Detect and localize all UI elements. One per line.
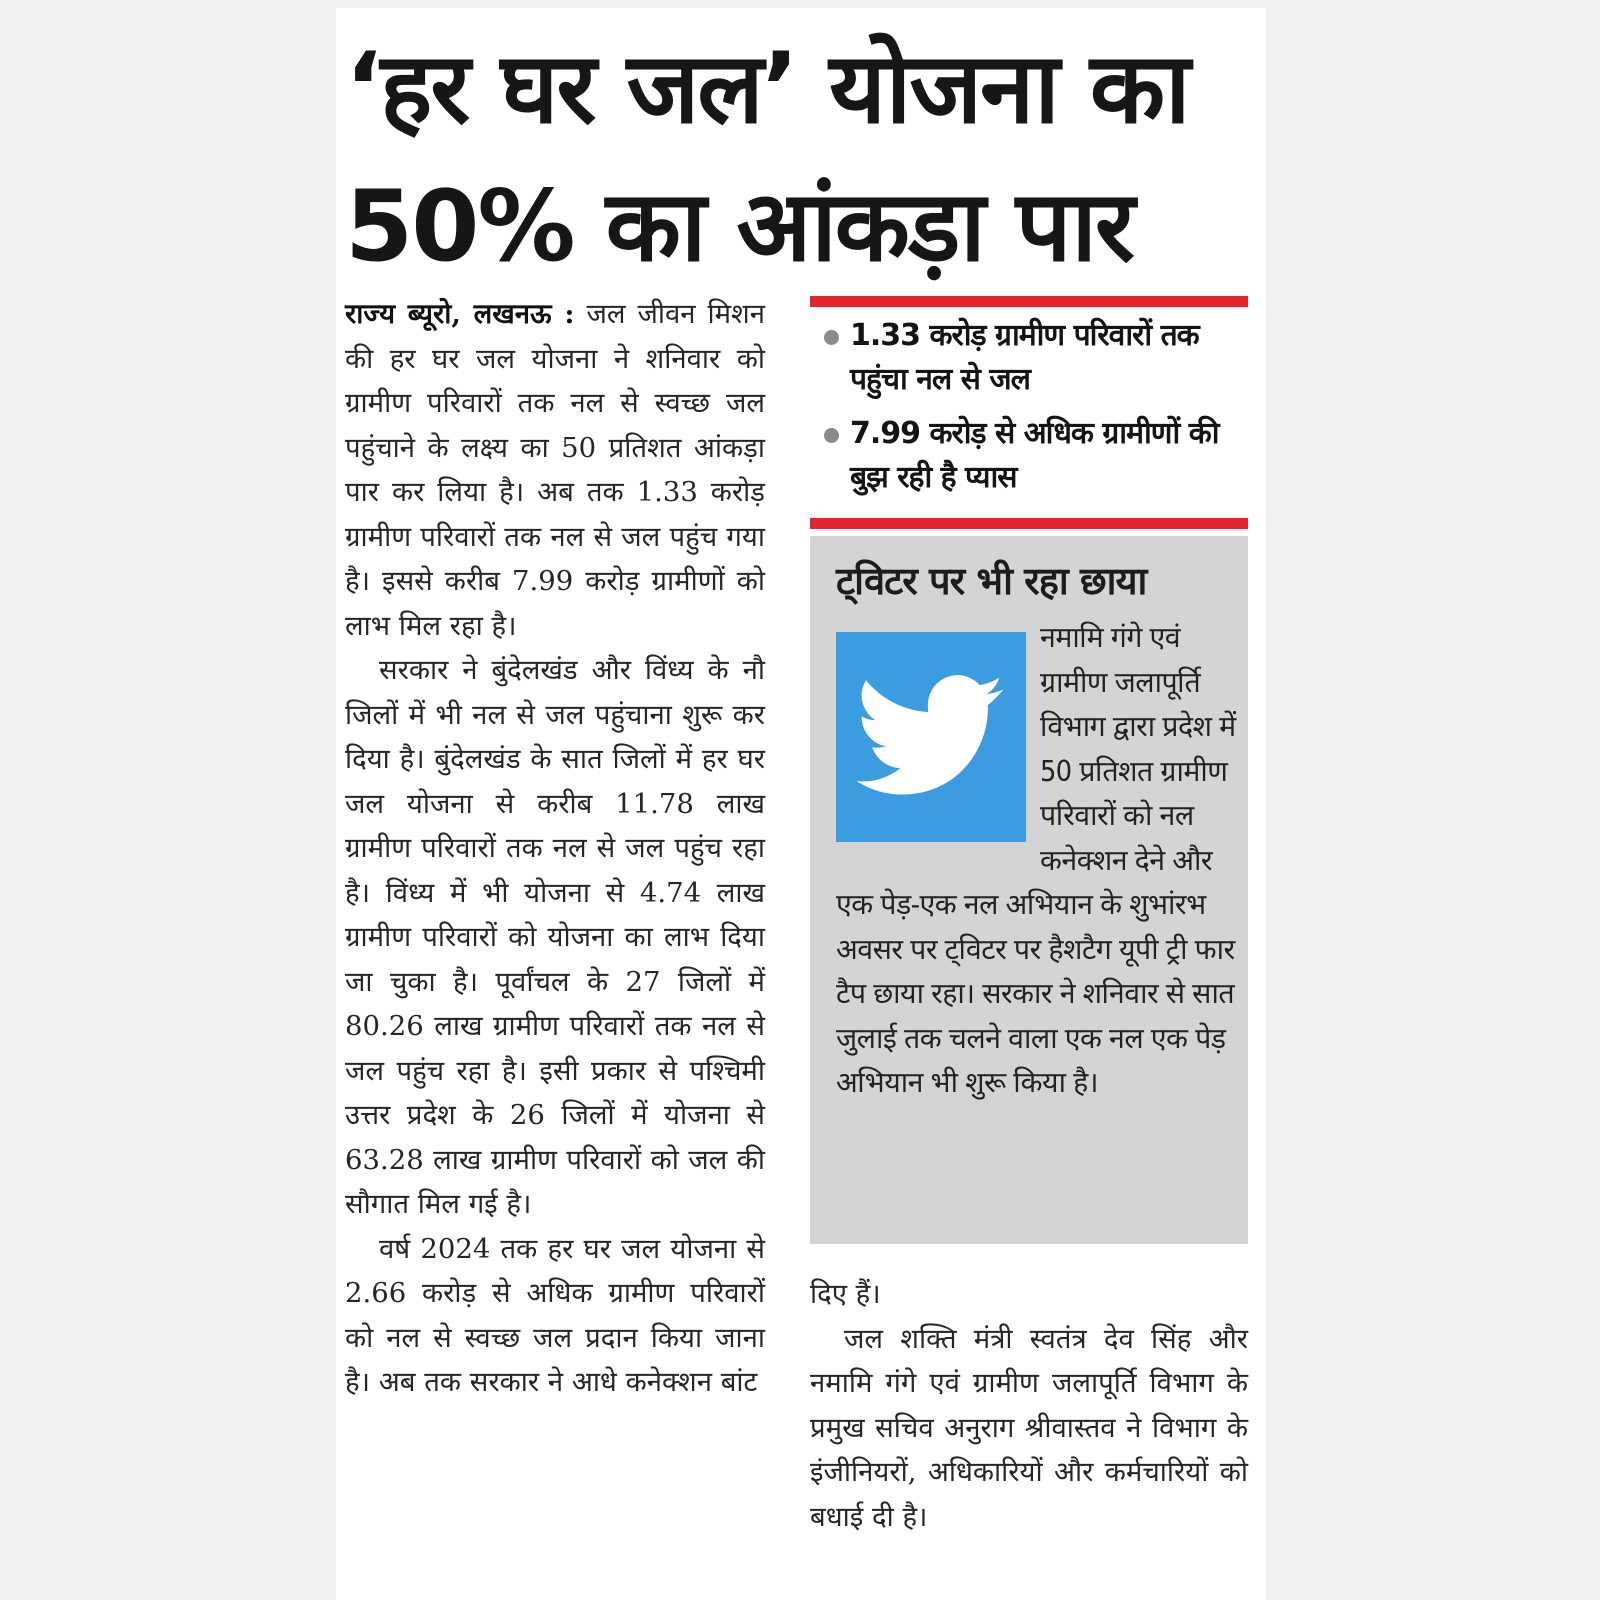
article-column-left	[345, 292, 765, 1405]
article-column-right	[810, 1272, 1248, 1539]
highlights-bottom-rule	[810, 518, 1248, 529]
highlights-top-rule	[810, 296, 1248, 307]
bullet-icon	[824, 330, 839, 345]
headline-line-2: 50% का आंकड़ा पार	[345, 170, 1133, 284]
lead-paragraph: जल जीवन मिशन की हर घर जल योजना ने शनिवार को ग्रामीण परिवारों तक नल से स्वच्छ जल पहुंचाने के लक्ष्य का 50 प्रतिशत आंकड़ा पार कर लिया है। अब तक 1.33 करोड़ ग्रामीण परिवारों तक नल से जल पहुंच गया है। इससे करीब 7.99 करोड़ ग्रामीणों को लाभ मिल रहा है।	[345, 298, 765, 642]
paragraph-3: वर्ष 2024 तक हर घर जल योजना से 2.66 करोड़ से अधिक ग्रामीण परिवारों को नल से स्वच्छ जल प्रदान किया जाना है। अब तक सरकार ने आधे कनेक्शन बांट	[345, 1232, 765, 1398]
twitter-sidebar-box	[810, 536, 1248, 1244]
sidebar-body-text: नमामि गंगे एवं ग्रामीण जलापूर्ति विभाग द्वारा प्रदेश में 50 प्रतिशत ग्रामीण परिवारों को नल कनेक्शन देने और एक पेड़-एक नल अभियान के शुभांरभ अवसर पर ट्विटर पर हैशटैग यूपी ट्री फार टैप छाया रहा। सरकार ने शनिवार से सात जुलाई तक चलने वाला एक नल एक पेड़ अभियान भी शुरू किया है।	[836, 621, 1236, 1099]
highlights-list	[822, 314, 1252, 510]
highlight-item: 7.99 करोड़ से अधिक ग्रामीणों की बुझ रही है प्यास	[822, 412, 1252, 500]
paragraph-2: सरकार ने बुंदेलखंड और विंध्य के नौ जिलों में भी नल से जल पहुंचाना शुरू कर दिया है। बुंदेलखंड के सात जिलों में हर घर जल योजना से करीब 11.78 लाख ग्रामीण परिवारों तक नल से जल पहुंच रहा है। विंध्य में भी योजना से 4.74 लाख ग्रामीण परिवारों को योजना का लाभ दिया जा चुका है। पूर्वांचल के 27 जिलों में 80.26 लाख ग्रामीण परिवारों तक नल से जल पहुंच रहा है। इसी प्रकार से पश्चिमी उत्तर प्रदेश के 26 जिलों में योजना से 63.28 लाख ग्रामीण परिवारों को जल की सौगात मिल गई है।	[345, 654, 765, 1220]
sidebar-body	[836, 616, 1236, 1106]
twitter-bird-icon	[836, 632, 1026, 842]
paragraph-4: जल शक्ति मंत्री स्वतंत्र देव सिंह और नमामि गंगे एवं ग्रामीण जलापूर्ति विभाग के प्रमुख सचिव अनुराग श्रीवास्तव ने विभाग के इंजीनियरों, अधिकारियों और कर्मचारियों को बधाई दी है।	[810, 1322, 1248, 1533]
sidebar-title: ट्विटर पर भी रहा छाया	[836, 559, 1147, 603]
paragraph-3-continued: दिए हैं।	[810, 1278, 881, 1310]
headline	[345, 20, 1255, 296]
dateline: राज्य ब्यूरो, लखनऊ :	[345, 298, 575, 330]
headline-line-1: ‘हर घर जल’ योजना का	[345, 32, 1189, 146]
highlight-item: 1.33 करोड़ ग्रामीण परिवारों तक पहुंचा नल से जल	[822, 314, 1252, 402]
bullet-icon	[824, 428, 839, 443]
